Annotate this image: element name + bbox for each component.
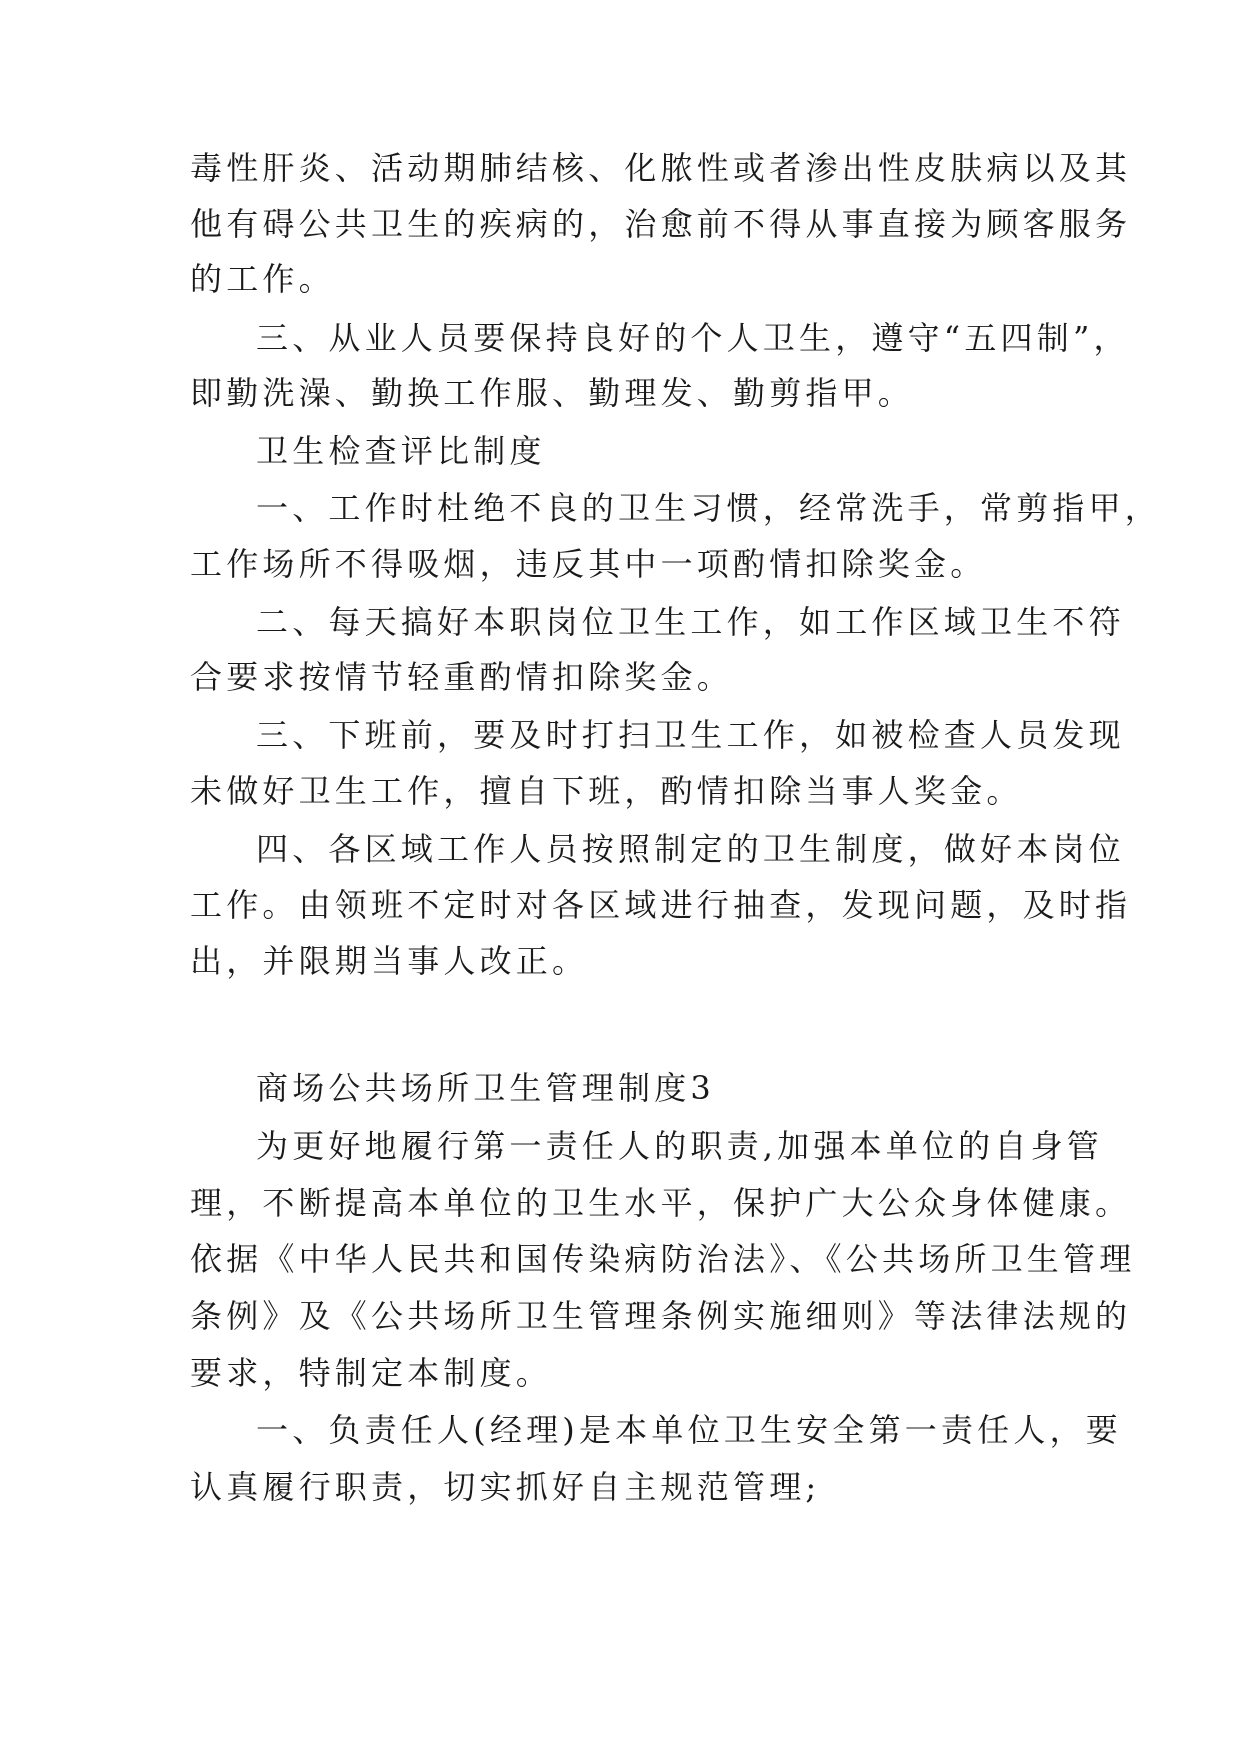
- paragraph-line: 即勤洗澡、勤换工作服、勤理发、勤剪指甲。: [190, 374, 915, 412]
- paragraph-line: 一、负责任人(经理)是本单位卫生安全第一责任人，要: [256, 1411, 1122, 1449]
- paragraph-line: 他有碍公共卫生的疾病的，治愈前不得从事直接为顾客服务: [190, 205, 1132, 243]
- paragraph-line: 理，不断提高本单位的卫生水平，保护广大公众身体健康。: [190, 1184, 1132, 1222]
- paragraph-line: 要求，特制定本制度。: [190, 1354, 553, 1392]
- paragraph-line: 条例》及《公共场所卫生管理条例实施细则》等法律法规的: [190, 1297, 1132, 1335]
- section-heading: 卫生检查评比制度: [256, 432, 546, 470]
- paragraph-line: 认真履行职责，切实抓好自主规范管理;: [190, 1468, 821, 1506]
- paragraph-line: 毒性肝炎、活动期肺结核、化脓性或者渗出性皮肤病以及其: [190, 149, 1132, 187]
- paragraph-line: 二、每天搞好本职岗位卫生工作，如工作区域卫生不符: [256, 603, 1125, 641]
- paragraph-line: 依据《中华人民共和国传染病防治法》、《公共场所卫生管理: [190, 1240, 1136, 1278]
- paragraph-line: 三、从业人员要保持良好的个人卫生，遵守“五四制”，: [256, 319, 1130, 357]
- paragraph-line: 合要求按情节轻重酌情扣除奖金。: [190, 658, 734, 696]
- paragraph-line: 为更好地履行第一责任人的职责,加强本单位的自身管: [256, 1127, 1103, 1165]
- paragraph-line: 一、工作时杜绝不良的卫生习惯，经常洗手，常剪指甲，: [256, 489, 1162, 527]
- paragraph-line: 四、各区域工作人员按照制定的卫生制度，做好本岗位: [256, 830, 1125, 868]
- paragraph-line: 的工作。: [190, 260, 335, 298]
- paragraph-line: 工作场所不得吸烟，违反其中一项酌情扣除奖金。: [190, 545, 987, 583]
- section-heading: 商场公共场所卫生管理制度3: [256, 1069, 715, 1107]
- paragraph-line: 三、下班前，要及时打扫卫生工作，如被检查人员发现: [256, 716, 1125, 754]
- paragraph-line: 工作。由领班不定时对各区域进行抽查，发现问题，及时指: [190, 886, 1132, 924]
- paragraph-line: 未做好卫生工作，擅自下班，酌情扣除当事人奖金。: [190, 772, 1023, 810]
- paragraph-line: 出，并限期当事人改正。: [190, 942, 589, 980]
